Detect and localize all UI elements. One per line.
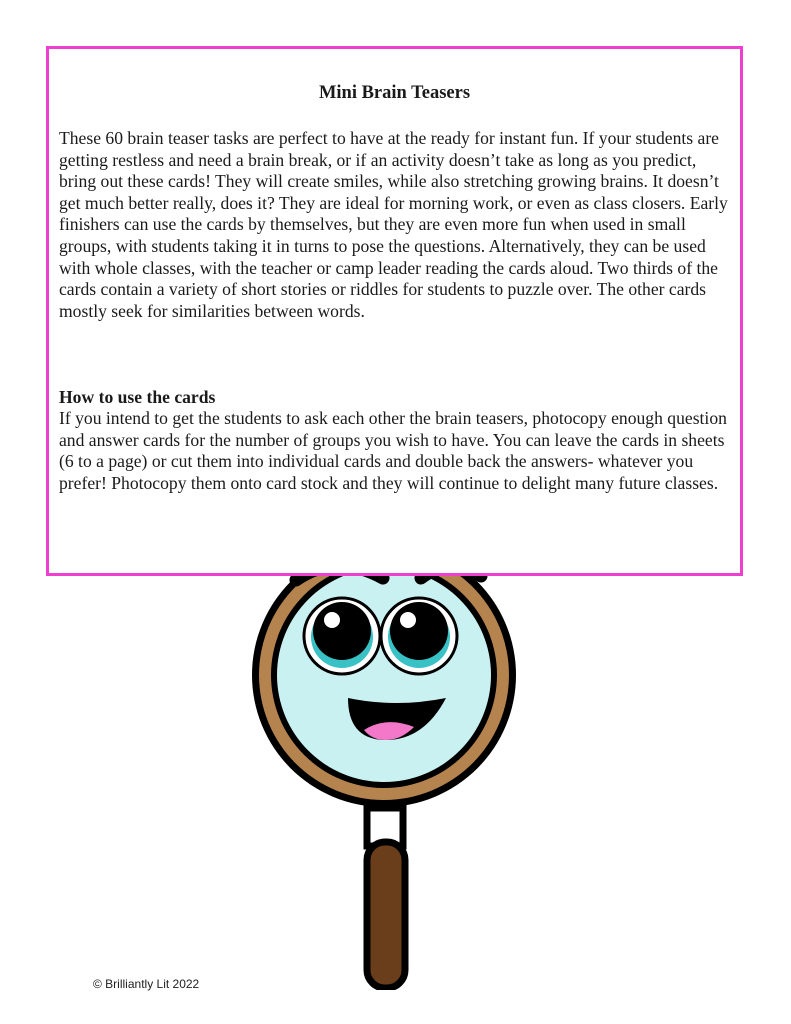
lens-glass bbox=[277, 568, 491, 782]
info-box bbox=[46, 46, 743, 576]
copyright-notice: © Brilliantly Lit 2022 bbox=[93, 977, 200, 991]
handle-icon bbox=[367, 808, 405, 988]
intro-paragraph: These 60 brain teaser tasks are perfect to have at the ready for instant fun. If your students are getting restless and need a brain break, or if an activity doesn’t take as long as you predict, bring out these cards! They will create smiles, while also stretching growing brains. It doesn’t get much better really, does it? They are ideal for morning work, or even as class closers. Early finishers can use the cards by themselves, but they are even more fun when used in small groups, with students taking it in turns to pose the questions. Alternatively, they can be used with whole classes, with the teacher or camp leader reading the cards aloud. Two thirds of the cards contain a variety of short stories or riddles for students to puzzle over. The other cards mostly seek for similarities between words. bbox=[59, 128, 728, 321]
magnifying-glass-mascot-icon bbox=[236, 540, 526, 990]
left-eye-icon bbox=[304, 598, 380, 674]
right-eye-icon bbox=[381, 598, 457, 674]
howto-paragraph: If you intend to get the students to ask each other the brain teasers, photocopy enough question and answer cards for the number of groups you wish to have. You can leave the cards in sheets (6 to a page) or cut them into individual cards and double back the answers- whatever you prefer! Photocopy them onto card stock and they will continue to delight many future classes. bbox=[59, 408, 727, 493]
page-title: Mini Brain Teasers bbox=[318, 83, 471, 103]
howto-heading: How to use the cards bbox=[59, 387, 216, 407]
